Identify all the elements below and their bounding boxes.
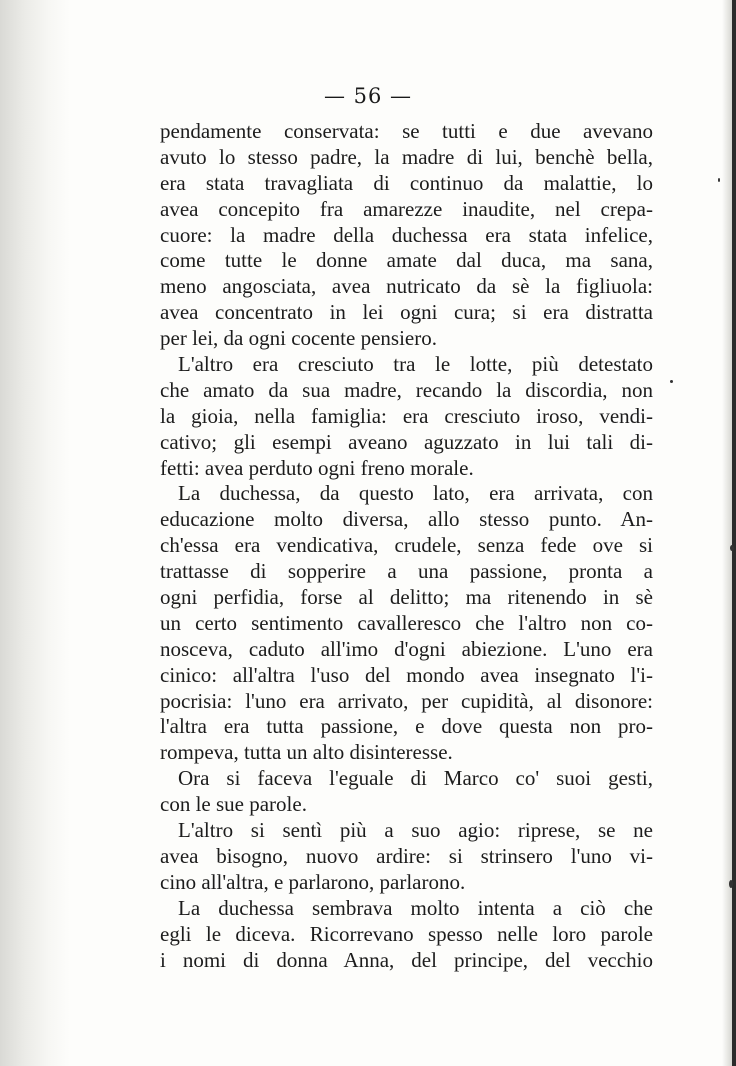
text-line: avea concepito fra amarezze inaudite, nel crepa- <box>160 196 653 221</box>
text-line: L'altro si sentì più a suo agio: riprese, se ne <box>178 818 653 843</box>
text-line: la gioia, nella famiglia: era cresciuto iroso, vendi- <box>160 403 653 428</box>
text-line: Ora si faceva l'eguale di Marco co' suoi gesti, <box>178 766 653 791</box>
page-right-edge-shadow <box>722 0 732 1066</box>
text-line: come tutte le donne amate dal duca, ma sana, <box>160 248 653 273</box>
text-line: educazione molto diversa, allo stesso punto. An- <box>160 507 653 532</box>
text-line: avea concentrato in lei ogni cura; si era distratta <box>160 300 653 325</box>
text-line: cino all'altra, e parlarono, parlarono. <box>160 869 466 894</box>
body-text <box>160 119 653 973</box>
text-line: pocrisia: l'uno era arrivato, per cupidità, al disonore: <box>160 688 653 713</box>
text-line: cuore: la madre della duchessa era stata infelice, <box>160 222 653 247</box>
text-line: nosceva, caduto all'imo d'ogni abiezione. L'uno era <box>160 636 653 661</box>
page-right-border <box>732 0 736 1066</box>
text-line: era stata travagliata di continuo da malattie, lo <box>160 170 653 195</box>
text-line: ch'essa era vendicativa, crudele, senza fede ove si <box>160 533 653 558</box>
scan-speck <box>718 178 720 182</box>
text-line: avea bisogno, nuovo ardire: si strinsero l'uno vi- <box>160 843 653 868</box>
text-line: La duchessa, da questo lato, era arrivata, con <box>178 481 653 506</box>
text-line: per lei, da ogni cocente pensiero. <box>160 326 437 351</box>
scan-speck <box>670 380 673 383</box>
page-number: — 56 — <box>323 84 413 108</box>
text-line: un certo sentimento cavalleresco che l'altro non co- <box>160 610 653 635</box>
text-line: fetti: avea perduto ogni freno morale. <box>160 455 474 480</box>
text-line: trattasse di sopperire a una passione, pronta a <box>160 559 653 584</box>
text-line: La duchessa sembrava molto intenta a ciò che <box>178 895 653 920</box>
text-line: rompeva, tutta un alto disinteresse. <box>160 740 453 765</box>
text-line: L'altro era cresciuto tra le lotte, più detestato <box>178 352 653 377</box>
text-line: con le sue parole. <box>160 792 307 817</box>
scan-speck <box>729 880 733 888</box>
text-line: cinico: all'altra l'uso del mondo avea insegnato l'i- <box>160 662 653 687</box>
text-line: i nomi di donna Anna, del principe, del vecchio <box>160 947 653 972</box>
text-line: ogni perfidia, forse al delitto; ma ritenendo in sè <box>160 585 653 610</box>
text-line: che amato da sua madre, recando la discordia, non <box>160 377 653 402</box>
text-line: avuto lo stesso padre, la madre di lui, benchè bella, <box>160 144 653 169</box>
text-line: egli le diceva. Ricorrevano spesso nelle loro parole <box>160 921 653 946</box>
scan-speck <box>730 545 734 551</box>
text-line: meno angosciata, avea nutricato da sè la figliuola: <box>160 274 653 299</box>
text-line: l'altra era tutta passione, e dove questa non pro- <box>160 714 653 739</box>
page-left-edge-shadow <box>0 0 70 1066</box>
text-line: cativo; gli esempi aveano aguzzato in lui tali di- <box>160 429 653 454</box>
text-line: pendamente conservata: se tutti e due avevano <box>160 119 653 143</box>
